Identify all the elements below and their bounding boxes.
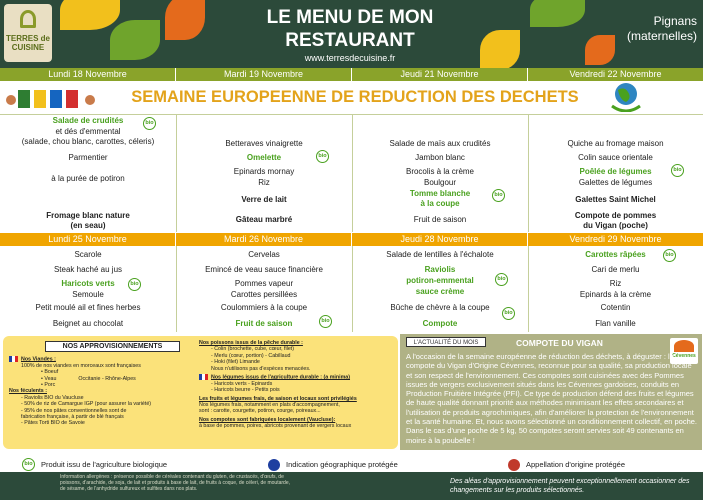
menu-tue-2 xyxy=(176,247,352,333)
allergen-info: Information allergènes : présence possible de céréales contenant du gluten, de crustacés, d'œufs, de poissons, d'arachide, de soja, de lait et produits à base de lait, de fruits à coque, de céleri, de moutarde, de sésame, de l'anhydride sulfureux et sulfites dans nos plats. xyxy=(60,474,290,492)
dish: Compote de pommes xyxy=(574,211,657,220)
menu-tue-1 xyxy=(176,115,352,231)
news-body: A l'occasion de la semaine européenne de réduction des déchets, à déguster : la compote du Vigan d'Origine Cévennes, reconnue pour sa qualité, sa production locale et son respect de l'environnement. Ces compotes sont cuisinées avec des Pommes issues de vergers exclusivement situés dans les Cévennes gardoises, conduits en Production Fruitière Intégrée (PFI). Ce type de production défend des fruits et légumes de haute qualité donnant priorité aux méthodes minimisant les effets secondaires et l'utilisation de produits agrochimiques, afin d'améliorer la protection de l'environnement et la santé humaine. Et, nous avons sélectionné un conditionnement collectif, en poche. Dans le cas d'une poche de 5 kg, 50 compotes seront servies soit 49 contenants en moins à la poubelle ! xyxy=(406,352,698,445)
dish: (salade, chou blanc, carottes, céleris) xyxy=(21,137,155,146)
leaf-decoration xyxy=(585,35,615,65)
dish: et dés d'emmental xyxy=(55,127,121,136)
leaf-decoration xyxy=(480,30,520,68)
dish: Galettes Saint Michel xyxy=(575,195,656,204)
dish: Fruit de saison xyxy=(413,215,467,224)
title-line1: LE MENU DE MON xyxy=(266,7,434,28)
dish: Flan vanille xyxy=(595,319,636,328)
header-banner xyxy=(0,0,703,68)
supply-line: - 50% de riz de Camargue IGP (pour assurer la variété) xyxy=(21,401,152,408)
day-header-mon-1: Lundi 18 Novembre xyxy=(0,68,175,81)
dish: Fromage blanc nature xyxy=(46,211,130,220)
logo-line1: TERRES de xyxy=(5,34,50,43)
supply-line: Nos légumes frais, notamment en plats d'accompagnement, xyxy=(199,402,340,409)
supply-line: Nos légumes issus de l'agriculture durable : (a minima) xyxy=(211,374,351,381)
dish: Colin sauce orientale xyxy=(578,153,653,162)
terres-de-cuisine-logo xyxy=(4,4,52,62)
igp-seal-icon xyxy=(268,459,280,471)
day-header-mon-2: Lundi 25 Novembre xyxy=(0,233,175,246)
supply-line: Nos Viandes : xyxy=(21,356,56,363)
dish: à la coupe xyxy=(420,199,460,208)
supply-panel xyxy=(3,336,398,449)
day-header-fri-1: Vendredi 22 Novembre xyxy=(528,68,703,81)
day-header-tue-1: Mardi 19 Novembre xyxy=(176,68,351,81)
dish: Beignet au chocolat xyxy=(52,319,124,328)
dish: Salade de crudités xyxy=(52,116,124,125)
dish: Pommes vapeur xyxy=(234,279,294,288)
dish: Fruit de saison xyxy=(235,319,293,328)
dish: Compote xyxy=(422,319,458,328)
news-title: COMPOTE DU VIGAN xyxy=(516,338,603,348)
recycling-bins-icon xyxy=(6,82,96,112)
supply-line: à base de pommes, poires, abricots provenant de vergers locaux xyxy=(199,423,352,430)
dish: Verre de lait xyxy=(241,195,287,204)
bio-badge-icon: bio xyxy=(495,273,508,286)
menu-mon-2 xyxy=(0,247,176,333)
dish: Semoule xyxy=(72,290,104,299)
logo-leaf-icon xyxy=(20,10,36,28)
supply-line: Les fruits et légumes frais, de saison et locaux sont privilégiés xyxy=(199,395,357,402)
banner-text: SEMAINE EUROPEENNE DE REDUCTION DES DECHETS xyxy=(131,88,579,106)
dish: Salade de maïs aux crudités xyxy=(389,139,491,148)
cevennes-label-text: Cévennes xyxy=(672,353,696,359)
dish: Parmentier xyxy=(68,153,108,162)
bio-badge-icon: bio xyxy=(502,307,515,320)
supply-line: - Haricots beurre - Petits pois xyxy=(211,387,280,394)
menu-fri-1 xyxy=(528,115,703,231)
bio-badge-icon: bio xyxy=(22,458,35,471)
leaf-decoration xyxy=(60,0,120,30)
dish: Poêlée de légumes xyxy=(579,167,652,176)
site-line2: (maternelles) xyxy=(626,29,697,43)
france-flag-icon xyxy=(199,374,208,380)
supply-line: • Veau xyxy=(41,375,57,382)
leaf-decoration xyxy=(165,0,205,40)
dish: Steak haché au jus xyxy=(53,265,123,274)
bio-badge-icon: bio xyxy=(492,189,505,202)
france-flag-icon xyxy=(9,356,18,362)
bio-badge-icon: bio xyxy=(319,315,332,328)
dish: Bûche de chèvre à la coupe xyxy=(390,303,490,312)
supply-line: - Haricots verts - Epinards xyxy=(211,380,273,387)
menu-mon-1 xyxy=(0,115,176,231)
dish: Gâteau marbré xyxy=(235,215,293,224)
week-theme-banner xyxy=(0,80,703,114)
dish: Carottes persillées xyxy=(230,290,298,299)
supply-line: Occitanie - Rhône-Alpes xyxy=(78,375,136,382)
legend-aop xyxy=(508,458,625,472)
site-line1: Pignans xyxy=(653,14,697,28)
dish: Petit moulé ail et fines herbes xyxy=(35,303,141,312)
aop-seal-icon xyxy=(508,459,520,471)
dish: Emincé de veau sauce financière xyxy=(205,265,323,274)
supply-line: • Boeuf xyxy=(41,369,59,376)
footer xyxy=(0,472,703,500)
legend-bio-text: Produit issu de l'agriculture biologique xyxy=(41,460,168,469)
menu-thu-2 xyxy=(352,247,528,333)
dish: Cari de merlu xyxy=(591,265,640,274)
dish: du Vigan (poche) xyxy=(583,221,648,230)
bio-badge-icon: bio xyxy=(128,278,141,291)
bio-badge-icon: bio xyxy=(143,117,156,130)
day-header-fri-2: Vendredi 29 Novembre xyxy=(528,233,703,246)
dish: Betteraves vinaigrette xyxy=(225,139,303,148)
supply-line: Nos féculents : xyxy=(9,388,47,395)
website-url: www.terresdecuisine.fr xyxy=(304,53,396,63)
earth-hands-icon xyxy=(608,80,644,112)
legend-bio xyxy=(22,458,167,472)
supply-line: Nos poissons issus de la pêche durable : xyxy=(199,340,303,346)
dish: Cotentin xyxy=(600,303,631,312)
supply-line: - Colin (brochette, cube, cœur, filet) xyxy=(211,346,295,353)
dish: Carottes râpées xyxy=(585,250,646,259)
dish: Raviolis xyxy=(424,265,456,274)
site-name xyxy=(627,14,697,44)
logo-line2: CUISINE xyxy=(11,43,45,52)
supply-line: - Raviolis BIO du Vaucluse xyxy=(21,394,84,401)
supply-line: - Pâtes Torti BIO de Savoie xyxy=(21,420,85,427)
news-panel xyxy=(400,334,702,450)
supply-line: sont : carotte, courgette, potiron, courge, poireaux... xyxy=(199,408,321,415)
dish: Galettes de légumes xyxy=(578,178,653,187)
dish: sauce crème xyxy=(415,287,465,296)
dish: Brocolis à la crème xyxy=(405,167,475,176)
bio-badge-icon: bio xyxy=(663,249,676,262)
dish: Boulgour xyxy=(423,178,457,187)
dish: Tomme blanche xyxy=(409,189,471,198)
supply-line: Nos compotes sont fabriquées localement (Vaucluse): xyxy=(199,416,336,423)
dish: Quiche au fromage maison xyxy=(567,139,664,148)
supply-line: Nous n'utilisons pas d'espèces menacées. xyxy=(211,365,311,372)
dish: Scarole xyxy=(74,250,102,259)
dish: Riz xyxy=(258,178,270,187)
supply-title: NOS APPROVISIONNEMENTS xyxy=(45,341,180,352)
supply-line: - 95% de nos pâtes conventionnelles sont de xyxy=(21,407,127,414)
legend-igp xyxy=(268,458,398,472)
dish: Omelette xyxy=(246,153,282,162)
legend-igp-text: Indication géographique protégée xyxy=(286,460,398,469)
news-tag: L'ACTUALITÉ DU MOIS xyxy=(406,337,486,347)
title-line2: RESTAURANT xyxy=(285,30,415,51)
dish: Riz xyxy=(609,279,622,288)
dish: Cervelas xyxy=(248,250,280,259)
dish: Epinards mornay xyxy=(233,167,295,176)
bio-badge-icon: bio xyxy=(671,164,684,177)
page-title xyxy=(230,6,470,52)
dish: potiron-emmental xyxy=(406,276,474,285)
legend-aop-text: Appellation d'origine protégée xyxy=(526,460,626,469)
dish: (en seau) xyxy=(70,221,106,230)
supply-right-column xyxy=(199,340,395,430)
dish: Salade de lentilles à l'échalote xyxy=(386,250,494,259)
bio-badge-icon: bio xyxy=(316,150,329,163)
day-header-thu-1: Jeudi 21 Novembre xyxy=(352,68,527,81)
dish: Coulommiers à la coupe xyxy=(220,303,308,312)
leaf-decoration xyxy=(530,0,585,27)
supply-left-column xyxy=(9,356,199,427)
menu-fri-2 xyxy=(528,247,703,333)
supply-disclaimer: Des aléas d'approvisionnement peuvent exceptionnellement occasionner des changements sur les produits sélectionnés. xyxy=(450,478,690,494)
dish: Haricots verts xyxy=(61,279,115,288)
dish: à la purée de potiron xyxy=(51,174,125,183)
day-header-thu-2: Jeudi 28 Novembre xyxy=(352,233,527,246)
supply-line: - Merlu (cœur, portion) - Cabillaud xyxy=(211,352,291,359)
day-header-tue-2: Mardi 26 Novembre xyxy=(176,233,351,246)
menu-thu-1 xyxy=(352,115,528,231)
supply-line: • Porc xyxy=(41,382,56,389)
supply-line: 100% de nos viandes en morceaux sont françaises xyxy=(21,362,141,369)
dish: Epinards à la crème xyxy=(579,290,652,299)
leaf-decoration xyxy=(110,20,160,60)
supply-line: - Hoki (filet) Limande xyxy=(211,359,260,366)
dish: Jambon blanc xyxy=(415,153,465,162)
supply-line: fabrication française, à partir de blé français xyxy=(21,414,124,421)
